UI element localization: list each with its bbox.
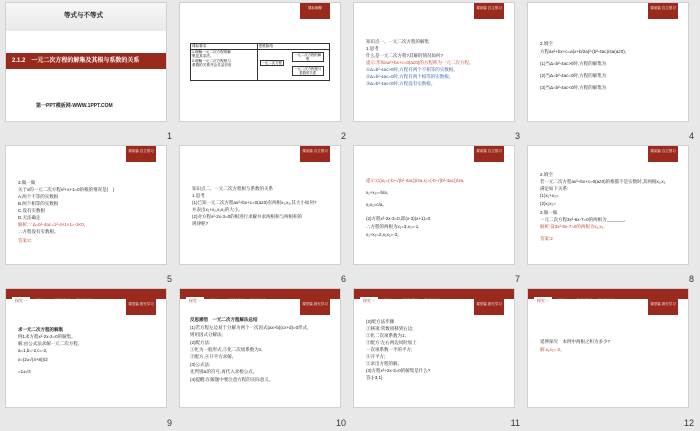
text-line: (2)对方程x²-2x-3=0的根进行求解并求两根和与两根积的 <box>192 214 303 219</box>
text-line: a=1,b=-2,c=-2, <box>18 348 48 353</box>
slide-number-4: 4 <box>688 131 694 141</box>
tab-practice[interactable]: 随堂演练 <box>76 298 92 303</box>
text-line: 什么是一元二次方程?其解的情况如何? <box>366 53 444 58</box>
tab-explore-2[interactable]: 探究二 <box>558 298 570 303</box>
slide-number-11: 11 <box>510 418 520 428</box>
tab-practice[interactable]: 随堂演练 <box>424 298 440 303</box>
text-line: x₁x₂=c/a。 <box>366 202 387 207</box>
text-line: 2.填空 <box>540 41 553 46</box>
tab-explore-1[interactable]: 探究一 <box>360 297 378 304</box>
table-header-left: 课标要求 <box>191 44 258 50</box>
text-line: 解析:∵Δ=b²-4ac=1²-4×1×1=-3<0, <box>18 222 86 227</box>
text-line: 先判别Δ的符号,再代入求根公式。 <box>190 369 258 374</box>
section-tag: 课前篇 自主预习 <box>126 146 156 162</box>
tab-practice[interactable]: 随堂演练 <box>598 298 614 303</box>
tab-bar <box>180 289 340 303</box>
tab-explore-1[interactable]: 探究一 <box>186 297 204 304</box>
text-line: x₁+x₂=-b/a, <box>366 190 389 195</box>
tab-explore-2[interactable]: 探究二 <box>384 298 396 303</box>
slide-thumbnail-4[interactable] <box>528 3 688 121</box>
text-line: ③配方:左右两边同时加上 <box>366 340 417 345</box>
text-line: 答案:2 <box>540 236 553 241</box>
section-tag: 课前篇 自主预习 <box>474 146 504 162</box>
text-line: 1.思考 <box>192 193 205 198</box>
text-line: (3)公式法: <box>190 362 211 367</box>
text-line: 方程ax²+bx+c=a(x+b/2a)²-(b²-4ac)/4a(a≠0), <box>540 49 627 54</box>
text-line: 则用因式分解法; <box>190 332 223 337</box>
tab-explore-1[interactable]: 探究一 <box>12 297 30 304</box>
text-line: 1.思考 <box>366 46 379 51</box>
text-line: 关于x的一元二次方程x²+x+1=0的根的情况是( ) <box>18 187 115 192</box>
slide-number-9: 9 <box>166 418 172 428</box>
text-line: (2)当Δ=b²-4ac=0时,方程的解集为 <box>540 73 607 78</box>
text-line: (1)已知一元二次方程ax²+bx+c=0(a≠0)有两根x₁,x₂,其大小如何? <box>192 200 317 205</box>
slide-thumbnail-2[interactable] <box>180 3 340 121</box>
text-line: (1)当Δ=b²-4ac>0时,方程的解集为 <box>540 61 607 66</box>
text-line: D.无法确定 <box>18 215 41 220</box>
text-line: (1)x₁+x₂= <box>540 193 559 198</box>
section-tag: 课堂篇 探究学习 <box>474 299 504 315</box>
text-line: 答案:C <box>18 238 32 243</box>
text-line: x=(2±√(4+8))/2 <box>18 357 48 362</box>
text-line: ∴方程的两根为x₁=3,x₂=-1, <box>366 224 420 229</box>
goal-line: 系数的关系并会灵活应用 <box>192 63 232 67</box>
text-line: (2)配方法步骤 <box>366 319 394 324</box>
text-line: 一次项系数一半的平方; <box>366 347 413 352</box>
text-line: ②化二次项系数为1; <box>366 333 406 338</box>
tab-bar <box>6 289 166 303</box>
text-line: 延伸探究 本例中两根之积为多少? <box>540 339 611 344</box>
text-line: 提示:(1)x₁=(-b+√(b²-4ac))/2a,x₂=(-b-√(b²-4ac))/2a, <box>366 178 465 183</box>
slide-subtitle: 2.1.2 一元二次方程的解集及其根与系数的关系 <box>6 53 166 69</box>
text-line: 知识点二、一元二次方程根与系数的关系 <box>192 186 273 191</box>
mindmap-box: 一元二次方程根与系数的关系 <box>292 66 324 76</box>
slide-thumbnail-1[interactable] <box>6 3 166 121</box>
slide-number-2: 2 <box>340 131 346 141</box>
tab-practice[interactable]: 随堂演练 <box>250 298 266 303</box>
text-line: 提示:形如ax²+bx+c=0(a≠0)的方程称为一元二次方程。 <box>366 60 474 65</box>
text-line: 3.做一做 <box>18 180 36 185</box>
table-header-right: 思维脉络 <box>257 44 329 50</box>
tab-explore-1[interactable]: 探究一 <box>534 297 552 304</box>
text-line: 解:x₁x₂=-2。 <box>540 347 565 352</box>
tab-bar <box>354 289 514 303</box>
slide-thumbnail-5[interactable] <box>6 146 166 264</box>
tab-explore-2[interactable]: 探究二 <box>210 298 222 303</box>
slide-number-3: 3 <box>514 131 520 141</box>
objectives-table <box>190 43 330 81</box>
text-line: (2)配方法: <box>190 340 211 345</box>
text-line: (2)x₁x₂= <box>540 201 556 206</box>
text-line: ⑤求出方程的解。 <box>366 361 402 366</box>
tab-thinking[interactable]: 思维辨析 <box>402 298 418 303</box>
section-tag: 课堂篇 探究学习 <box>300 299 330 315</box>
text-line: 3.做一做 <box>540 210 558 215</box>
text-line: x₁+x₂=2,x₁x₂=-3。 <box>366 232 402 237</box>
text-line: A.两个不等的实数根 <box>18 194 59 199</box>
text-line: 若一元二次方程ax²+bx+c=0(a≠0)的根都不是实数时,其两根x₁,x₂ <box>540 179 666 184</box>
text-line: 知识点一、一元二次方程的解集 <box>366 39 429 44</box>
text-line: B.两个相等的实数根 <box>18 201 59 206</box>
goal-line: 1.理解一元二次方程的解 <box>192 49 231 54</box>
section-tag: 课前篇 自主预习 <box>648 3 678 19</box>
slide-number-6: 6 <box>340 274 346 284</box>
text-line: 解析:设3x²-6x-7=0的两根为x₁,x₂, <box>540 224 605 229</box>
section-tag: 课标阐释 <box>300 3 330 19</box>
text-line: 规律呢? <box>192 221 209 226</box>
text-line: ②Δ=b²-4ac=0时,方程有两个相等的实数根。 <box>366 74 454 79</box>
mindmap-box: 一元二次方程的解集 <box>292 52 324 62</box>
section-tag: 课前篇 自主预习 <box>300 146 330 162</box>
text-line: 2.填空 <box>540 172 553 177</box>
slide-thumbnail-8[interactable] <box>528 146 688 264</box>
text-line: ∴方程没有实数根。 <box>18 229 59 234</box>
text-line: (3)当Δ=b²-4ac<0时,方程的解集为 <box>540 85 607 90</box>
text-line: 并表出x₁+x₂,x₁x₂的大小。 <box>192 207 243 212</box>
goal-line: 集及其求法。 <box>192 54 214 58</box>
tab-explore-2[interactable]: 探究二 <box>36 298 48 303</box>
tab-thinking[interactable]: 思维辨析 <box>576 298 592 303</box>
text-line: ③配方,④开平方求解。 <box>190 354 237 359</box>
text-line: 满足如下关系: <box>540 186 569 191</box>
section-tag: 课堂篇 探究学习 <box>648 299 678 315</box>
slide-thumbnail-12[interactable] <box>528 289 688 407</box>
tab-thinking[interactable]: 思维辨析 <box>54 298 70 303</box>
section-tag: 课堂篇 探究学习 <box>126 299 156 315</box>
slide-number-10: 10 <box>335 418 346 428</box>
text-line: 答:{-3,1} <box>366 375 383 380</box>
slide-number-7: 7 <box>514 274 520 284</box>
section-tag: 课前篇 自主预习 <box>648 146 678 162</box>
slide-thumbnail-11[interactable] <box>354 289 514 407</box>
text-line: 一元二次方程3x²-6x-7=0的两根为_______, <box>540 217 626 222</box>
slide-thumbnail-6[interactable] <box>180 146 340 264</box>
text-line: ①移项:常数项移到右边; <box>366 326 414 331</box>
slide-footer: 第一PPT模板网-WWW.1PPT.COM <box>36 103 113 109</box>
slide-thumbnail-10[interactable] <box>180 289 340 407</box>
text-line: C.没有实数根 <box>18 208 45 213</box>
text-line: ④开平方; <box>366 354 386 359</box>
slide-thumbnail-9[interactable] <box>6 289 166 407</box>
text-line: 例1求方程x²-2x-2=0的解集。 <box>18 334 76 339</box>
text-line: (3)方程x²+2x-3=0的解集是什么? <box>366 368 431 373</box>
text-line: ①化为一般形式,②化二次项系数为1, <box>190 347 263 352</box>
text-line: ①Δ=b²-4ac>0时,方程有两个不相等的实数根。 <box>366 67 458 72</box>
slide-number-8: 8 <box>688 274 694 284</box>
slide-number-5: 5 <box>166 274 172 284</box>
tab-thinking[interactable]: 思维辨析 <box>228 298 244 303</box>
tab-bar <box>528 289 688 303</box>
text-line: (1)若方程左边易于分解为两个一次因式(ax+b)(cx+d)=0形式, <box>190 325 309 330</box>
section-tag: 课前篇 自主预习 <box>474 3 504 19</box>
text-line: 反思感悟 一元二次方程解法总结 <box>190 317 258 322</box>
slide-title: 等式与不等式 <box>64 12 103 19</box>
text-line: 解:由公式法求解一元二次方程, <box>18 341 79 346</box>
goal-line: 2.理解一元二次方程根与 <box>192 58 231 63</box>
text-line: =1±√3 <box>18 369 31 374</box>
text-line: ③Δ=b²-4ac<0时,方程没有实数根。 <box>366 81 436 86</box>
mindmap-box: 一元二次方程 <box>261 60 282 65</box>
slide-number-12: 12 <box>683 418 694 428</box>
slide-thumbnail-3[interactable] <box>354 3 514 121</box>
slide-number-1: 1 <box>166 131 172 141</box>
text-line: (4)提醒:在解题中要注意方程的实际意义。 <box>190 377 274 382</box>
text-line: (2)方程x²-2x-3=0,即(x-3)(x+1)=0, <box>366 216 432 221</box>
slide-thumbnail-7[interactable] <box>354 146 514 264</box>
text-line: 求一元二次方程的解集 <box>18 327 63 332</box>
